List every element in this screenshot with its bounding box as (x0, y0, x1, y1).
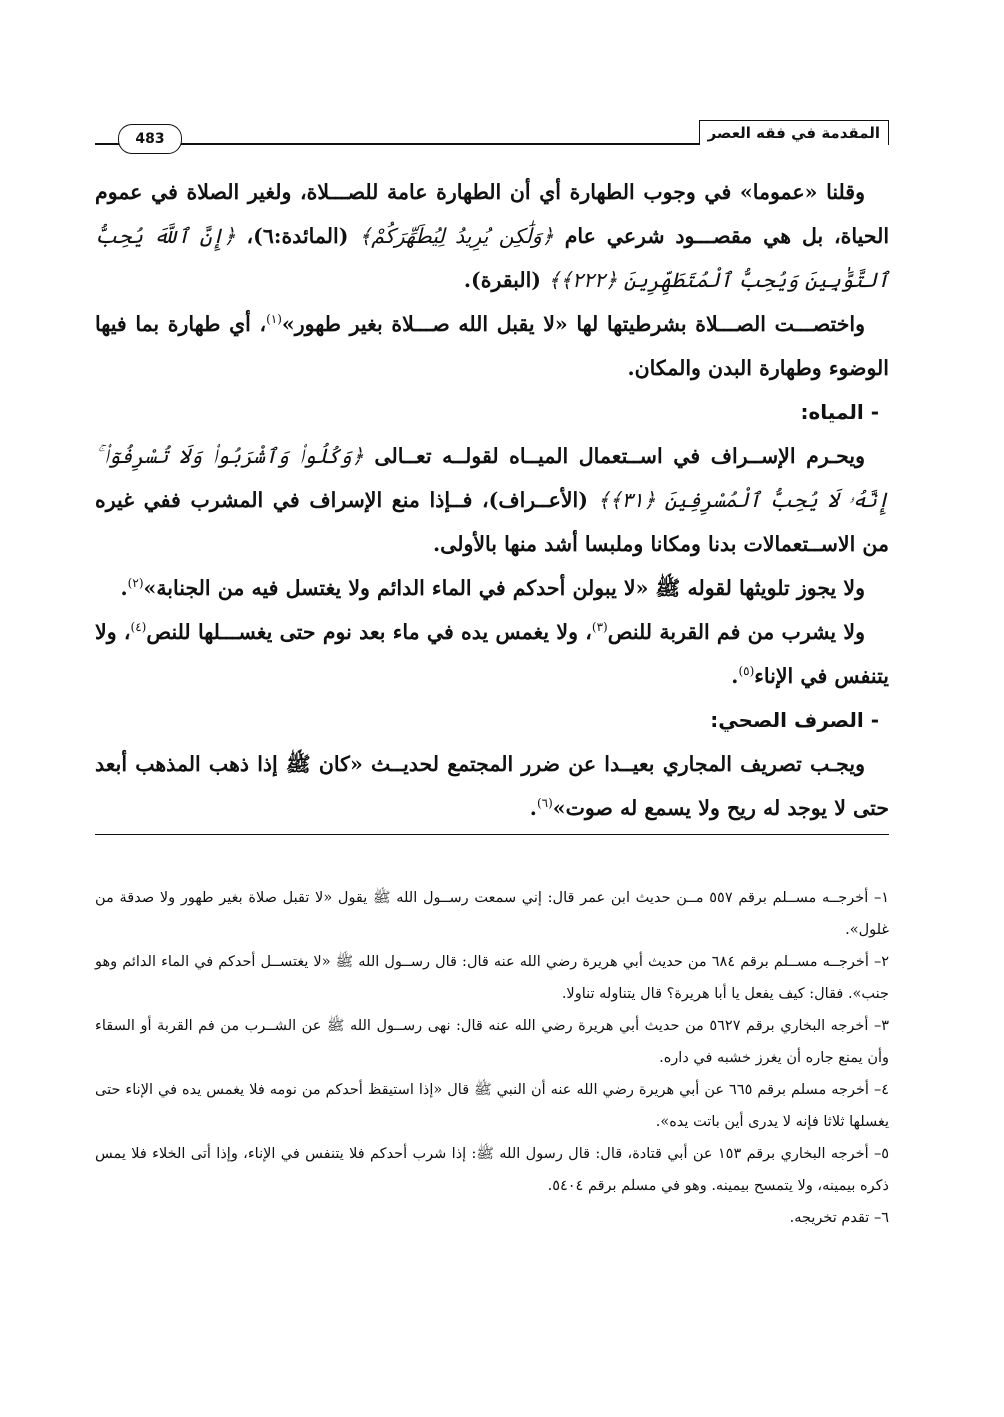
quran-verse: ﴿وَكُلُوا۟ وَٱشْرَبُوا۟ وَلَا تُسْرِفُوٓا۟ ۚ إِنَّهُۥ لَا يُحِبُّ ٱلْمُسْرِفِينَ ﴿٣١﴾﴾ (95, 444, 890, 512)
footnote-marker[interactable]: (١) (266, 312, 282, 327)
footnotes (95, 882, 889, 1234)
running-head-title: المقدمة في فقه العصر (699, 120, 889, 145)
footnote-marker[interactable]: (٥) (738, 664, 755, 679)
paragraph-text: ، ولا يغمس يده في ماء بعد نوم حتى يغســـلها للنص (146, 620, 592, 644)
footnote-2: ٢– أخرجــه مســلم برقم ٦٨٤ من حديث أبي هريرة رضي الله عنه قال: قال رســول الله ﷺ «لا يغتســل أحدكم في الماء الدائم وهو جنب». فقال: كيف يفعل يا أبا هريرة؟ قال يتناوله تناولا. (95, 954, 889, 1002)
footnote-6: ٦– تقدم تخريجه. (789, 1210, 889, 1226)
section-heading-drainage: - الصرف الصحي: (710, 708, 879, 732)
paragraph-text: ، ولا يتنفس في الإناء (95, 620, 889, 688)
paragraph-text: واختصـــت الصـــلاة بشرطيتها لها «لا يقبل الله صـــلاة بغير طهور» (281, 312, 865, 336)
footnote-marker[interactable]: (٢) (127, 576, 144, 591)
paragraph-water-pollution (95, 566, 889, 610)
paragraph-text: ولا يشرب من فم القربة للنص (607, 620, 865, 644)
footnote-4: ٤– أخرجه مسلم برقم ٦٦٥ عن أبي هريرة رضي الله عنه أن النبي ﷺ قال «إذا استيقظ أحدكم من نومه فلا يغمس يده في الإناء حتى يغسلها ثلاثا فإنه لا يدرى أين باتت يده». (95, 1082, 889, 1130)
paragraph-text: ، أي طهارة بما فيها الوضوء وطهارة البدن والمكان. (95, 312, 889, 380)
paragraph-drainage-wrap (95, 742, 889, 835)
paragraph-text: . (731, 664, 739, 688)
paragraph-text: ويجـب تصريف المجاري بعيــدا عن ضرر المجتمع لحديــث «كان ﷺ إذا ذهب المذهب أبعد حتى لا يوجد له ريح ولا يسمع له صوت» (95, 752, 889, 820)
quran-verse: ﴿إِنَّ ٱللَّهَ يُحِبُّ ٱلتَّوَّٰبِينَ وَيُحِبُّ ٱلْمُتَطَهِّرِينَ ﴿٢٢٢﴾﴾ (95, 224, 889, 292)
footnote-5: ٥– أخرجه البخاري برقم ١٥٣ عن أبي قتادة، قال: قال رسول الله ﷺ: إذا شرب أحدكم فلا يتنفس في الإناء، وإذا أتى الخلاء فلا يمس ذكره بيمينه، ولا يتمسح بيمينه. وهو في مسلم برقم ٥٤٠٤. (95, 1146, 889, 1194)
paragraph-text: وقلنا «عموما» في وجوب الطهارة أي أن الطهارة عامة للصـــلاة، ولغير الصلاة في عموم الحياة، بل هي مقصـــود شرعي عام (95, 180, 890, 248)
quran-verse: ﴿وَلَٰكِن يُرِيدُ لِيُطَهِّرَكُمْ﴾ (359, 224, 554, 248)
paragraph-prayer-condition (95, 302, 889, 390)
main-text (95, 170, 889, 835)
paragraph-drinking-etiquette (95, 610, 889, 698)
paragraph-text: . (529, 796, 537, 820)
page-number: 483 (118, 124, 182, 154)
paragraph-water-waste (95, 434, 889, 566)
paragraph-purity-general (95, 170, 889, 302)
footnote-3: ٣– أخرجه البخاري برقم ٥٦٢٧ من حديث أبي هريرة رضي الله عنه قال: نهى رســول الله ﷺ عن الشــرب من فم القربة أو السقاء وأن يمنع جاره أن يغرز خشبه في داره. (95, 1018, 889, 1066)
footnote-marker[interactable]: (٣) (591, 620, 608, 635)
paragraph-drainage (95, 742, 889, 830)
footnote-marker[interactable]: (٤) (130, 620, 147, 635)
paragraph-text: ولا يجوز تلويثها لقوله ﷺ «لا يبولن أحدكم في الماء الدائم ولا يغتسل فيه من الجنابة» (143, 576, 865, 600)
section-heading-water: - المياه: (800, 400, 879, 424)
footnote-1: ١– أخرجــه مســلم برقم ٥٥٧ مــن حديث ابن عمر قال: إني سمعت رســول الله ﷺ يقول «لا تقبل صلاة بغير طهور ولا صدقة من غلول». (95, 890, 889, 938)
paragraph-text: . (120, 576, 128, 600)
verse-reference: (البقرة). (463, 268, 541, 292)
paragraph-text: (الأعــراف)، فــإذا منع الإسراف في المشرب ففي غيره من الاســتعمالات بدنا ومكانا وملبسا أشد منها بالأولى. (95, 488, 889, 556)
paragraph-text: ويحـرم الإســراف في اســتعمال الميــاه لقولــه تعــالى (374, 444, 866, 468)
verse-reference: (المائدة:٦)، (246, 224, 349, 248)
footnote-marker[interactable]: (٦) (536, 796, 553, 811)
